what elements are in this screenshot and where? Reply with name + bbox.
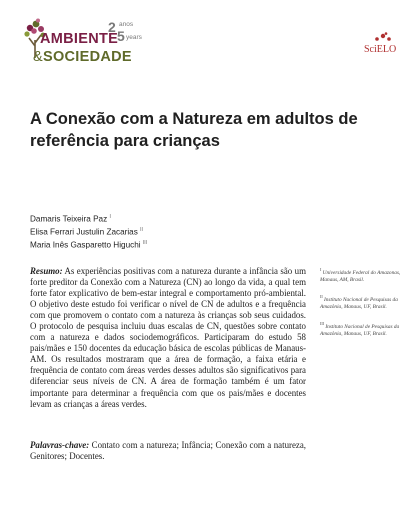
author-item: Elisa Ferrari Justulin Zacarias $^{II}$ (30, 227, 143, 237)
journal-name-society: SOCIEDADE (42, 49, 132, 65)
author-item: Maria Inês Gasparetto Higuchi $^{III}$ (30, 240, 148, 251)
anniversary-digit-2: 5 (117, 28, 125, 44)
anniversary-badge (108, 19, 148, 43)
affiliation-mark: I (320, 267, 322, 272)
abstract-text: As experiências positivas com a natureza durante a infância são um forte preditor da Conexão com a Natureza (CN) ao longo da vida, a qual tem forte fator explicativo de bem-estar integral e comportamento pró-ambiental. O objetivo deste estudo foi verificar o nível de CN de adultos e a frequência com que promovem o contato com a natureza às crianças sob seus cuidados. O protocolo de pesquisa incluiu duas escalas de CN, questões sobre contato com a natureza e dados sociodemográficos. Participaram do estudo 58 pais/mães e 150 docentes da educação básica de escolas públicas de Manaus-AM. Os resultados mostraram que a área de formação, a faixa etária e frequência de contato com áreas verdes desses adultos são significativos para diferenciar seus níveis de CN. A área de formação também é um fator importante para determinar a frequência com que os pais/mães e docentes levam as crianças a áreas verdes. (30, 266, 306, 409)
affiliation-mark: III (320, 321, 324, 326)
publisher-logo-text: SciELO (364, 44, 397, 55)
journal-header (0, 0, 416, 80)
keywords (30, 440, 306, 462)
author-item: Damaris Teixeira Paz $^I$ (30, 214, 111, 224)
affiliation-note (320, 293, 406, 311)
affiliation-text: Instituto Nacional de Pesquisas da Amazônia, Manaus, UF, Brasil. (320, 296, 398, 310)
anniversary-digit-1: 2 (108, 19, 116, 35)
author-affiliation-mark: III (142, 240, 148, 247)
author-affiliation-mark: I (109, 214, 111, 220)
affiliation-note (320, 320, 406, 338)
article-title: A Conexão com a Natureza em adultos de referência para crianças (30, 110, 358, 150)
anniversary-label-years: years (126, 34, 142, 41)
author-affiliation-mark: II (140, 227, 143, 234)
affiliation-mark: II (320, 294, 323, 299)
anniversary-label-anos: anos (119, 21, 134, 28)
keywords-text: Contato com a natureza; Infância; Conexão com a natureza, Genitores; Docentes. (30, 440, 306, 462)
keywords-label: Palavras-chave: (30, 440, 90, 450)
abstract-label: Resumo: (30, 266, 63, 276)
affiliation-text: Instituto Nacional de Pesquisas da Amazônia, Manaus, UF, Brasil. (320, 323, 400, 337)
affiliation-note (320, 266, 406, 284)
journal-name-ampersand: & (33, 49, 43, 65)
author-list (30, 212, 330, 252)
journal-name-line2 (33, 49, 132, 65)
affiliation-text: Universidade Federal do Amazonas, Manaus, AM, Brasil. (320, 269, 401, 283)
abstract (30, 266, 306, 410)
journal-name-line1: AMBIENTE (40, 31, 119, 47)
